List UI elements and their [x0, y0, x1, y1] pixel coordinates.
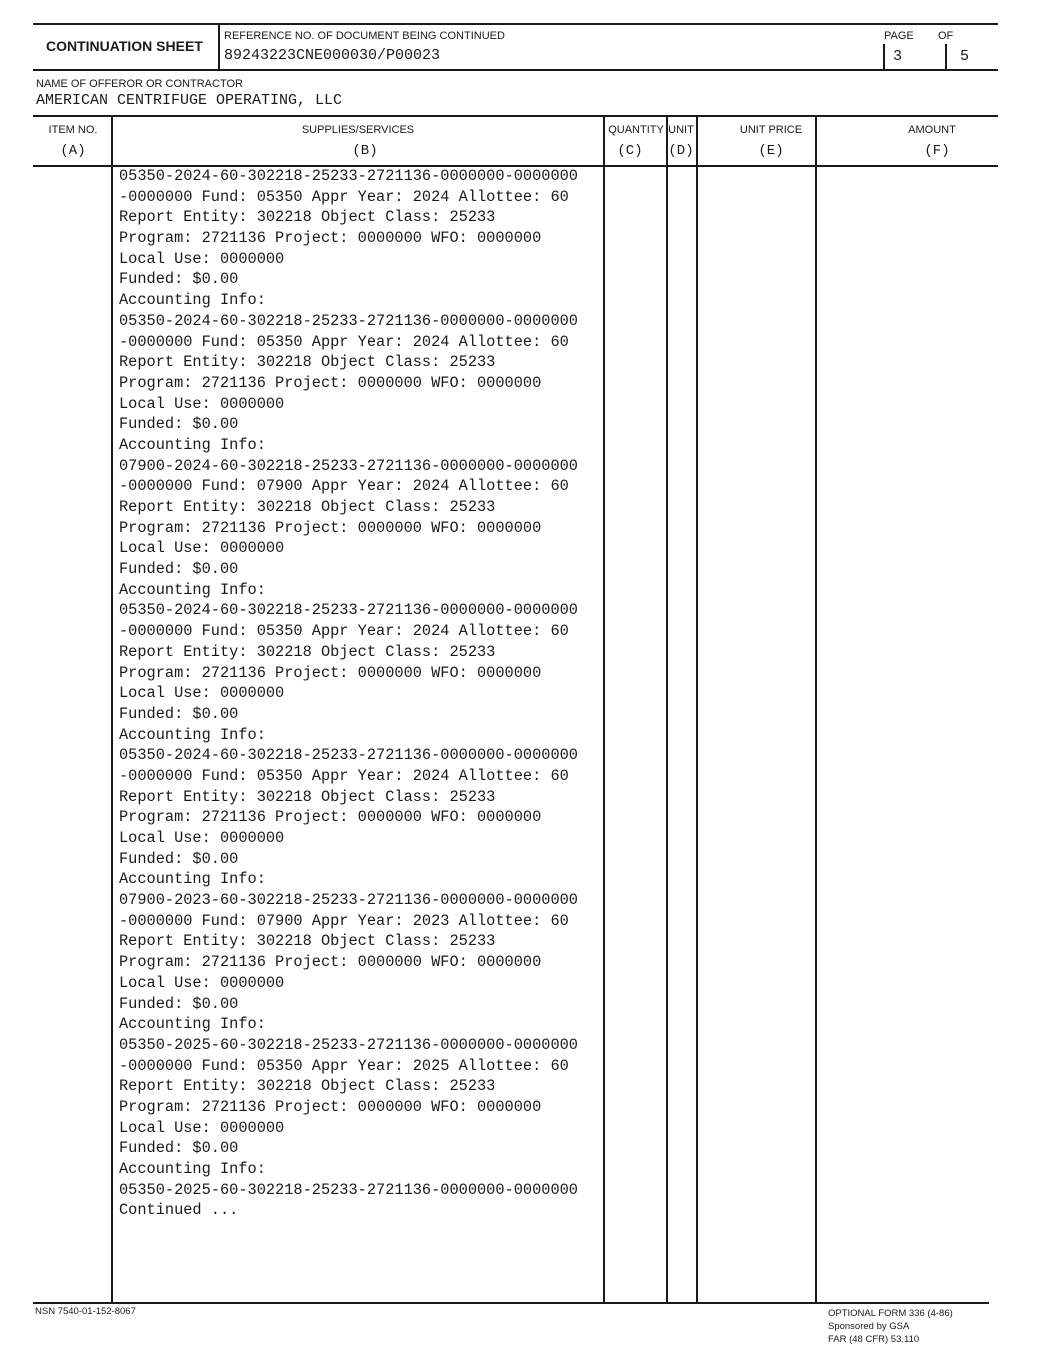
body-line: Program: 2721136 Project: 0000000 WFO: 0000000	[119, 663, 542, 682]
body-line: Local Use: 0000000	[119, 394, 285, 413]
sponsor-text: Sponsored by GSA	[828, 1321, 910, 1332]
body-line: Accounting Info:	[119, 580, 266, 599]
footer-rule	[33, 1302, 989, 1304]
reference-number: 89243223CNE000030/P00023	[224, 47, 441, 64]
form-title: CONTINUATION SHEET	[46, 38, 203, 54]
col-header-quantity: QUANTITY	[608, 124, 664, 136]
body-line: -0000000 Fund: 05350 Appr Year: 2025 Allottee: 60	[119, 1056, 569, 1075]
offeror-name: AMERICAN CENTRIFUGE OPERATING, LLC	[36, 92, 343, 109]
body-line: Local Use: 0000000	[119, 973, 285, 992]
supplies-services-text	[119, 166, 605, 1221]
body-line: Accounting Info:	[119, 870, 266, 889]
body-line: 05350-2024-60-302218-25233-2721136-0000000-0000000	[119, 311, 578, 330]
body-line: -0000000 Fund: 07900 Appr Year: 2023 Allottee: 60	[119, 911, 569, 930]
optional-form-name: OPTIONAL FORM 336 (4-86)	[828, 1308, 953, 1319]
col-header-unit-price: UNIT PRICE	[739, 124, 803, 136]
body-line: Report Entity: 302218 Object Class: 25233	[119, 208, 496, 227]
body-line: Accounting Info:	[119, 291, 266, 310]
body-line: Report Entity: 302218 Object Class: 25233	[119, 642, 496, 661]
columns-top-rule	[33, 115, 998, 117]
body-line: Continued ...	[119, 1201, 239, 1220]
col-rule-ef	[815, 115, 817, 1303]
col-header-amount: AMOUNT	[908, 124, 956, 136]
body-line: Program: 2721136 Project: 0000000 WFO: 0000000	[119, 373, 542, 392]
header-divider-page	[883, 44, 885, 70]
body-line: Funded: $0.00	[119, 270, 239, 289]
col-letter-d: (D)	[668, 143, 694, 159]
body-line: Local Use: 0000000	[119, 249, 285, 268]
body-line: Program: 2721136 Project: 0000000 WFO: 0000000	[119, 953, 542, 972]
header-top-rule	[33, 23, 998, 25]
body-line: Funded: $0.00	[119, 994, 239, 1013]
body-line: 05350-2024-60-302218-25233-2721136-0000000-0000000	[119, 601, 578, 620]
col-letter-b: (B)	[352, 143, 378, 159]
body-line: Report Entity: 302218 Object Class: 25233	[119, 498, 496, 516]
body-line: -0000000 Fund: 05350 Appr Year: 2024 Allottee: 60	[119, 766, 569, 785]
body-line: Program: 2721136 Project: 0000000 WFO: 0000000	[119, 808, 542, 827]
page-count: 5	[960, 48, 970, 65]
body-line: -0000000 Fund: 05350 Appr Year: 2024 Allottee: 60	[119, 187, 569, 206]
body-line: Program: 2721136 Project: 0000000 WFO: 0000000	[119, 518, 542, 537]
body-line: 05350-2025-60-302218-25233-2721136-0000000-0000000	[119, 1035, 578, 1054]
body-line: Funded: $0.00	[119, 560, 239, 579]
col-letter-a: (A)	[60, 143, 86, 159]
col-header-item-no: ITEM NO.	[48, 124, 98, 136]
header-divider-title	[218, 23, 220, 71]
body-line: Program: 2721136 Project: 0000000 WFO: 0000000	[119, 1097, 542, 1116]
body-line: Accounting Info:	[119, 435, 266, 454]
body-line: Local Use: 0000000	[119, 684, 285, 703]
body-line: Funded: $0.00	[119, 849, 239, 868]
col-header-supplies-services: SUPPLIES/SERVICES	[301, 124, 415, 136]
reference-label: REFERENCE NO. OF DOCUMENT BEING CONTINUED	[224, 30, 505, 42]
col-rule-ab	[111, 115, 113, 1303]
body-line: -0000000 Fund: 05350 Appr Year: 2024 Allottee: 60	[119, 332, 569, 351]
col-letter-f: (F)	[924, 143, 950, 159]
page-number: 3	[893, 48, 903, 65]
body-line: Local Use: 0000000	[119, 829, 285, 847]
nsn-number: NSN 7540-01-152-8067	[35, 1306, 136, 1317]
body-line: Funded: $0.00	[119, 1139, 239, 1158]
body-line: Accounting Info:	[119, 1160, 266, 1178]
col-letter-e: (E)	[758, 143, 784, 159]
body-line: -0000000 Fund: 07900 Appr Year: 2024 Allottee: 60	[119, 477, 569, 496]
body-line: Report Entity: 302218 Object Class: 25233	[119, 932, 496, 951]
offeror-label: NAME OF OFFEROR OR CONTRACTOR	[36, 78, 243, 90]
body-line: Accounting Info:	[119, 1015, 266, 1034]
body-line: Accounting Info:	[119, 725, 266, 744]
header-divider-of	[945, 44, 947, 70]
body-line: Report Entity: 302218 Object Class: 25233	[119, 353, 496, 372]
body-line: 05350-2024-60-302218-25233-2721136-0000000-0000000	[119, 746, 578, 765]
body-line: 05350-2024-60-302218-25233-2721136-0000000-0000000	[119, 167, 578, 185]
body-line: -0000000 Fund: 05350 Appr Year: 2024 Allottee: 60	[119, 622, 569, 641]
col-rule-de	[696, 115, 698, 1303]
body-line: 07900-2023-60-302218-25233-2721136-0000000-0000000	[119, 891, 578, 910]
col-letter-c: (C)	[617, 143, 643, 159]
body-line: Report Entity: 302218 Object Class: 25233	[119, 1077, 496, 1096]
col-rule-cd	[666, 115, 668, 1303]
body-line: Program: 2721136 Project: 0000000 WFO: 0000000	[119, 229, 542, 248]
page-label: PAGE	[884, 30, 914, 42]
far-reference: FAR (48 CFR) 53.110	[828, 1334, 920, 1345]
body-line: Local Use: 0000000	[119, 539, 285, 558]
body-line: Funded: $0.00	[119, 704, 239, 723]
col-header-unit: UNIT	[668, 124, 694, 136]
body-line: 05350-2025-60-302218-25233-2721136-0000000-0000000	[119, 1180, 578, 1199]
body-line: Local Use: 0000000	[119, 1118, 285, 1137]
of-label: OF	[938, 30, 954, 42]
header-bottom-rule	[33, 69, 998, 71]
body-line: 07900-2024-60-302218-25233-2721136-0000000-0000000	[119, 456, 578, 475]
body-line: Funded: $0.00	[119, 415, 239, 434]
body-line: Report Entity: 302218 Object Class: 25233	[119, 787, 496, 806]
